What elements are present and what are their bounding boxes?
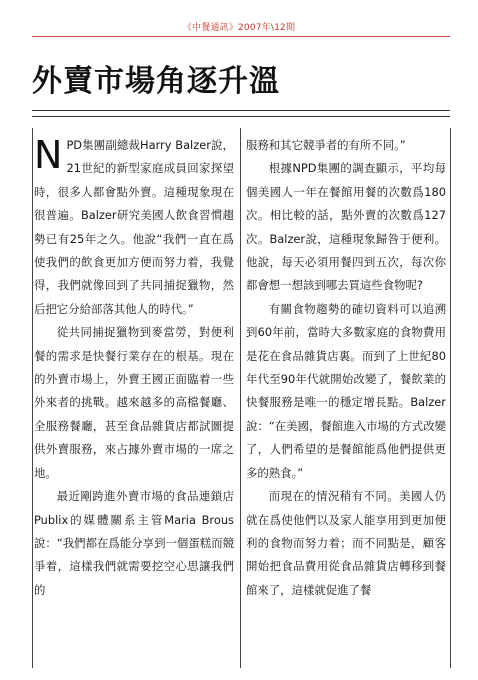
header-rule-red — [32, 36, 450, 37]
column2-paragraph-3: 有關食物趨勢的確切資料可以追溯到60年前，當時大多數家庭的食物費用是花在食品雜貨店裏。而到了上世紀80年代至90年代就開始改變了，餐飲業的快餐服務是唯一的穩定增長點。Balzer說：“在美國，餐館進入市場的方式改變了，人們希望的是餐館能爲他們提供更多的熟食。” — [246, 301, 446, 480]
column2-paragraph-1: 服務和其它競爭者的有所不同。” — [246, 138, 406, 152]
article-column-1 — [34, 134, 234, 602]
title-rule-top — [32, 110, 450, 111]
column1-paragraph-2: 從共同捕捉獵物到麥當勞，對便利餐的需求是快餐行業存在的根基。現在的外賣市場上，外賣王國正面臨着一些外來者的挑戰。越來越多的高檔餐廳、全服務餐廳，甚至食品雜貨店都試圖提供外賣服務，來占據外賣市場的一席之地。 — [34, 325, 234, 480]
dropcap-letter: N — [34, 133, 63, 177]
article-title: 外賣市場角逐升溫 — [32, 64, 280, 99]
column1-paragraph-3: 最近剛跨進外賣市場的食品連鎖店Publix的媒體關系主管Maria Brous說：“我們都在爲能分享到一個蛋糕而競爭着，這樣我們就需要挖空心思讓我們的 — [34, 489, 234, 597]
article-column-2 — [246, 134, 446, 602]
title-rule-bottom — [32, 116, 450, 117]
column2-paragraph-2: 根據NPD集團的調查顯示，平均每個美國人一年在餐館用餐的次數爲180次。相比較的話，點外賣的次數爲127次。Balzer說，這種現象歸咎于便利。他說，每天必須用餐四到五次，每次你都會想一想該到哪去買這些食物呢? — [246, 161, 446, 293]
column1-paragraph-1-text: PD集團副總裁Harry Balzer說，21世紀的新型家庭成員回家探望時，很多人都會點外賣。這種現象現在很普遍。Balzer研究美國人飲食習慣趨勢已有25年之久。他說“我們一直在爲使我們的飲食更加方便而努力着，我覺得，我們就像回到了共同捕捉獵物，然后把它分給部落其他人的時代。” — [34, 138, 234, 316]
issue-header: 《中餐通訊》2007年\12期 — [182, 23, 296, 33]
column-rule-right — [450, 128, 451, 668]
column-rule-middle — [240, 128, 241, 668]
column1-paragraph-1 — [34, 134, 234, 321]
column-rule-left — [32, 128, 33, 668]
column2-paragraph-4: 而現在的情況稍有不同。美國人仍就在爲使他們以及家人能享用到更加便利的食物而努力着；而不同點是，顧客開始把食品費用從食品雜貨店轉移到餐館來了，這樣就促進了餐 — [246, 489, 446, 597]
